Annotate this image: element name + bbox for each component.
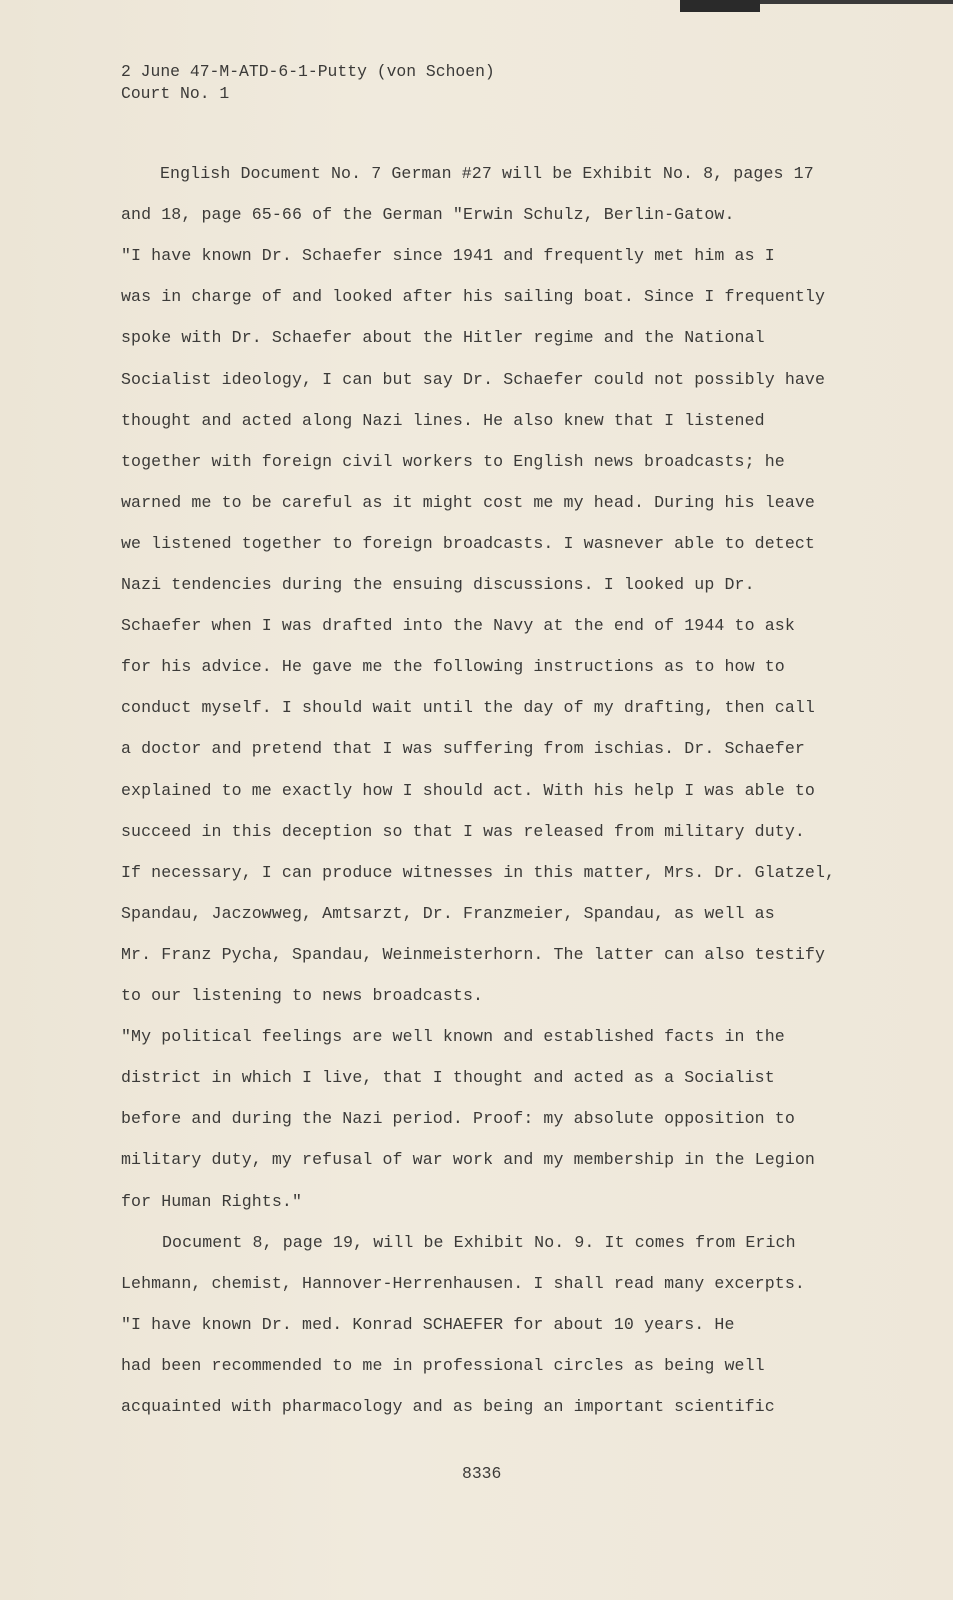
text-line: before and during the Nazi period. Proof: my absolute opposition to	[121, 1109, 795, 1129]
header-reference: 2 June 47-M-ATD-6-1-Putty (von Schoen)	[121, 62, 495, 81]
text-line: "I have known Dr. Schaefer since 1941 and frequently met him as I	[121, 246, 775, 266]
text-line: to our listening to news broadcasts.	[121, 986, 484, 1005]
text-line: for his advice. He gave me the following instructions as to how to	[121, 657, 785, 677]
text-line: we listened together to foreign broadcasts. I wasnever able to detect	[121, 533, 815, 553]
text-line: "My political feelings are well known and established facts in the	[121, 1027, 785, 1047]
text-line: district in which I live, that I thought and acted as a Socialist	[121, 1068, 775, 1088]
text-line: Socialist ideology, I can but say Dr. Schaefer could not possibly have	[121, 369, 826, 389]
text-line: together with foreign civil workers to English news broadcasts; he	[121, 451, 785, 471]
page-number: 8336	[462, 1464, 502, 1483]
text-line: "I have known Dr. med. Konrad SCHAEFER for about 10 years. He	[121, 1314, 735, 1334]
text-line: was in charge of and looked after his sailing boat. Since I frequently	[121, 287, 826, 307]
text-line: explained to me exactly how I should act. With his help I was able to	[121, 780, 815, 800]
text-line: spoke with Dr. Schaefer about the Hitler regime and the National	[121, 328, 765, 348]
text-line: succeed in this deception so that I was released from military duty.	[121, 821, 805, 841]
header-court: Court No. 1	[121, 84, 230, 103]
text-line: military duty, my refusal of war work and my membership in the Legion	[121, 1150, 815, 1170]
page-edge-shadow	[760, 0, 953, 4]
text-line: had been recommended to me in professional circles as being well	[121, 1355, 765, 1375]
text-line: Schaefer when I was drafted into the Navy at the end of 1944 to ask	[121, 616, 795, 636]
text-line: Mr. Franz Pycha, Spandau, Weinmeisterhorn. The latter can also testify	[121, 944, 826, 964]
text-line: warned me to be careful as it might cost me my head. During his leave	[121, 492, 815, 512]
text-line: English Document No. 7 German #27 will be Exhibit No. 8, pages 17	[160, 164, 814, 183]
text-line: for Human Rights."	[121, 1191, 303, 1211]
text-line: acquainted with pharmacology and as being an important scientific	[121, 1397, 775, 1416]
text-line: thought and acted along Nazi lines. He also knew that I listened	[121, 410, 765, 430]
text-line: a doctor and pretend that I was suffering from ischias. Dr. Schaefer	[121, 739, 805, 759]
text-line: Lehmann, chemist, Hannover-Herrenhausen. I shall read many excerpts.	[121, 1273, 805, 1293]
text-line: If necessary, I can produce witnesses in this matter, Mrs. Dr. Glatzel,	[121, 862, 836, 882]
text-line: Spandau, Jaczowweg, Amtsarzt, Dr. Franzmeier, Spandau, as well as	[121, 903, 775, 923]
text-line: conduct myself. I should wait until the day of my drafting, then call	[121, 698, 815, 718]
page-edge-mark	[680, 0, 760, 12]
text-line: Document 8, page 19, will be Exhibit No. 9. It comes from Erich	[162, 1232, 796, 1252]
text-line: Nazi tendencies during the ensuing discussions. I looked up Dr.	[121, 575, 755, 594]
text-line: and 18, page 65-66 of the German "Erwin Schulz, Berlin-Gatow.	[121, 205, 735, 225]
